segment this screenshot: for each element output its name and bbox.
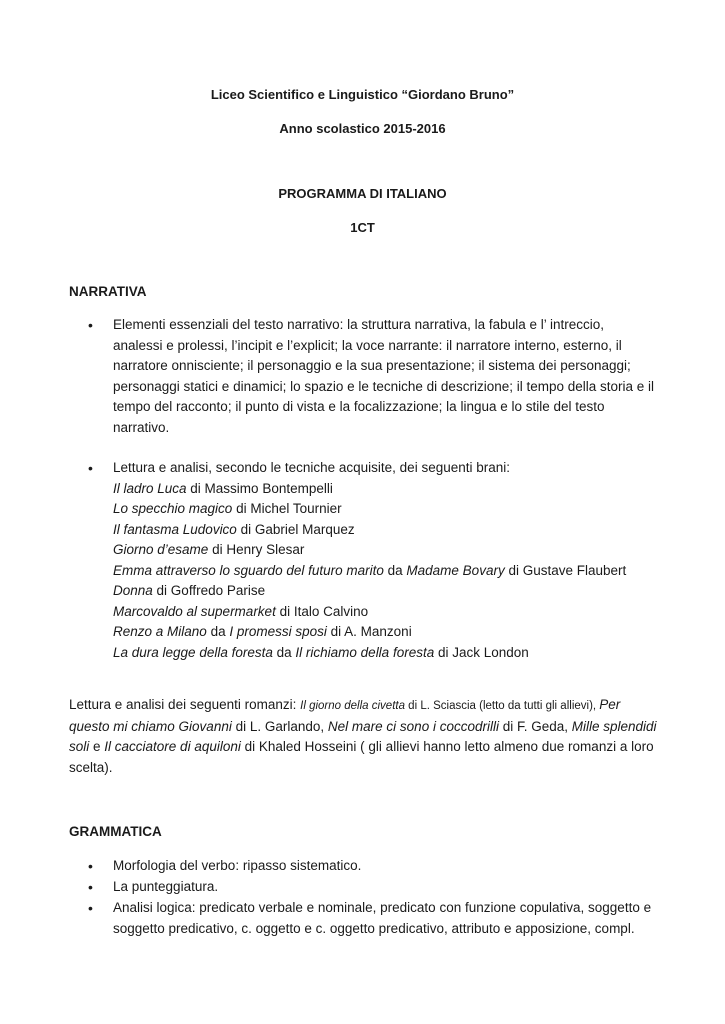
bullet-icon: •: [88, 317, 93, 333]
class-name: 1CT: [350, 220, 375, 235]
bullet-icon: •: [88, 460, 93, 476]
reading-item: Il ladro Luca di Massimo Bontempelli: [113, 480, 333, 496]
grammar-item: Morfologia del verbo: ripasso sistematico.: [113, 858, 362, 873]
text-line: analessi e prolessi, l’incipit e l’explicit; la voce narrante: il narratore interno, esterno, il: [113, 337, 622, 353]
bullet-icon: •: [88, 900, 93, 916]
text-line: tempo del racconto; il punto di vista e la focalizzazione; la lingua e lo stile del testo: [113, 399, 605, 414]
text-line: narratore onnisciente; il personaggio e la sua presentazione; il sistema dei personaggi;: [113, 358, 631, 373]
section-heading-narrativa: NARRATIVA: [69, 284, 147, 299]
school-name: Liceo Scientifico e Linguistico “Giordano Bruno”: [210, 87, 515, 102]
grammatica-bullet: [88, 877, 668, 898]
bullet-icon: •: [88, 879, 93, 895]
grammar-item: La punteggiatura.: [113, 879, 219, 894]
text-line: personaggi statici e dinamici; lo spazio e le tecniche di descrizione; il tempo della storia e il: [113, 378, 655, 394]
readings-intro: Lettura e analisi, secondo le tecniche acquisite, dei seguenti brani:: [113, 460, 511, 475]
grammar-item-continued: soggetto predicativo, c. oggetto e c. oggetto predicativo, attributo e apposizione, compl.: [113, 920, 635, 936]
novels-paragraph: Lettura e analisi dei seguenti romanzi: Il giorno della civetta di L. Sciascia (letto da tutti gli allievi), Per questo mi chiamo Giovanni di L. Garlando, Nel mare ci sono i coccodrilli di F. Geda, Mille splendidi soli e Il cacciatore di aquiloni di Khaled Hosseini ( gli allievi hanno letto almeno due romanzi a loro scelta).: [69, 697, 657, 775]
reading-item: Renzo a Milano da I promessi sposi di A. Manzoni: [113, 624, 412, 639]
narrativa-bullet-elements: [88, 315, 668, 438]
reading-item: Marcovaldo al supermarket di Italo Calvino: [113, 603, 369, 619]
section-heading-grammatica: GRAMMATICA: [69, 824, 162, 839]
reading-item: La dura legge della foresta da Il richiamo della foresta di Jack London: [113, 644, 529, 660]
bullet-icon: •: [88, 858, 93, 874]
narrativa-bullet-readings: [88, 458, 668, 663]
reading-item: Il fantasma Ludovico di Gabriel Marquez: [113, 521, 355, 537]
grammar-item: Analisi logica: predicato verbale e nominale, predicato con funzione copulativa, soggetto e: [113, 900, 652, 915]
reading-item: Lo specchio magico di Michel Tournier: [113, 501, 342, 516]
school-year: Anno scolastico 2015-2016: [279, 121, 446, 136]
grammatica-bullet: [88, 856, 668, 877]
reading-item: Emma attraverso lo sguardo del futuro marito da Madame Bovary di Gustave Flaubert: [113, 562, 627, 578]
text-line: Elementi essenziali del testo narrativo: la struttura narrativa, la fabula e l’ intreccio,: [113, 317, 604, 332]
grammatica-bullet: [88, 898, 668, 939]
reading-item: Giorno d’esame di Henry Slesar: [113, 542, 305, 557]
program-title: PROGRAMMA DI ITALIANO: [278, 186, 447, 201]
reading-item: Donna di Goffredo Parise: [113, 583, 266, 598]
text-line: narrativo.: [113, 419, 170, 435]
